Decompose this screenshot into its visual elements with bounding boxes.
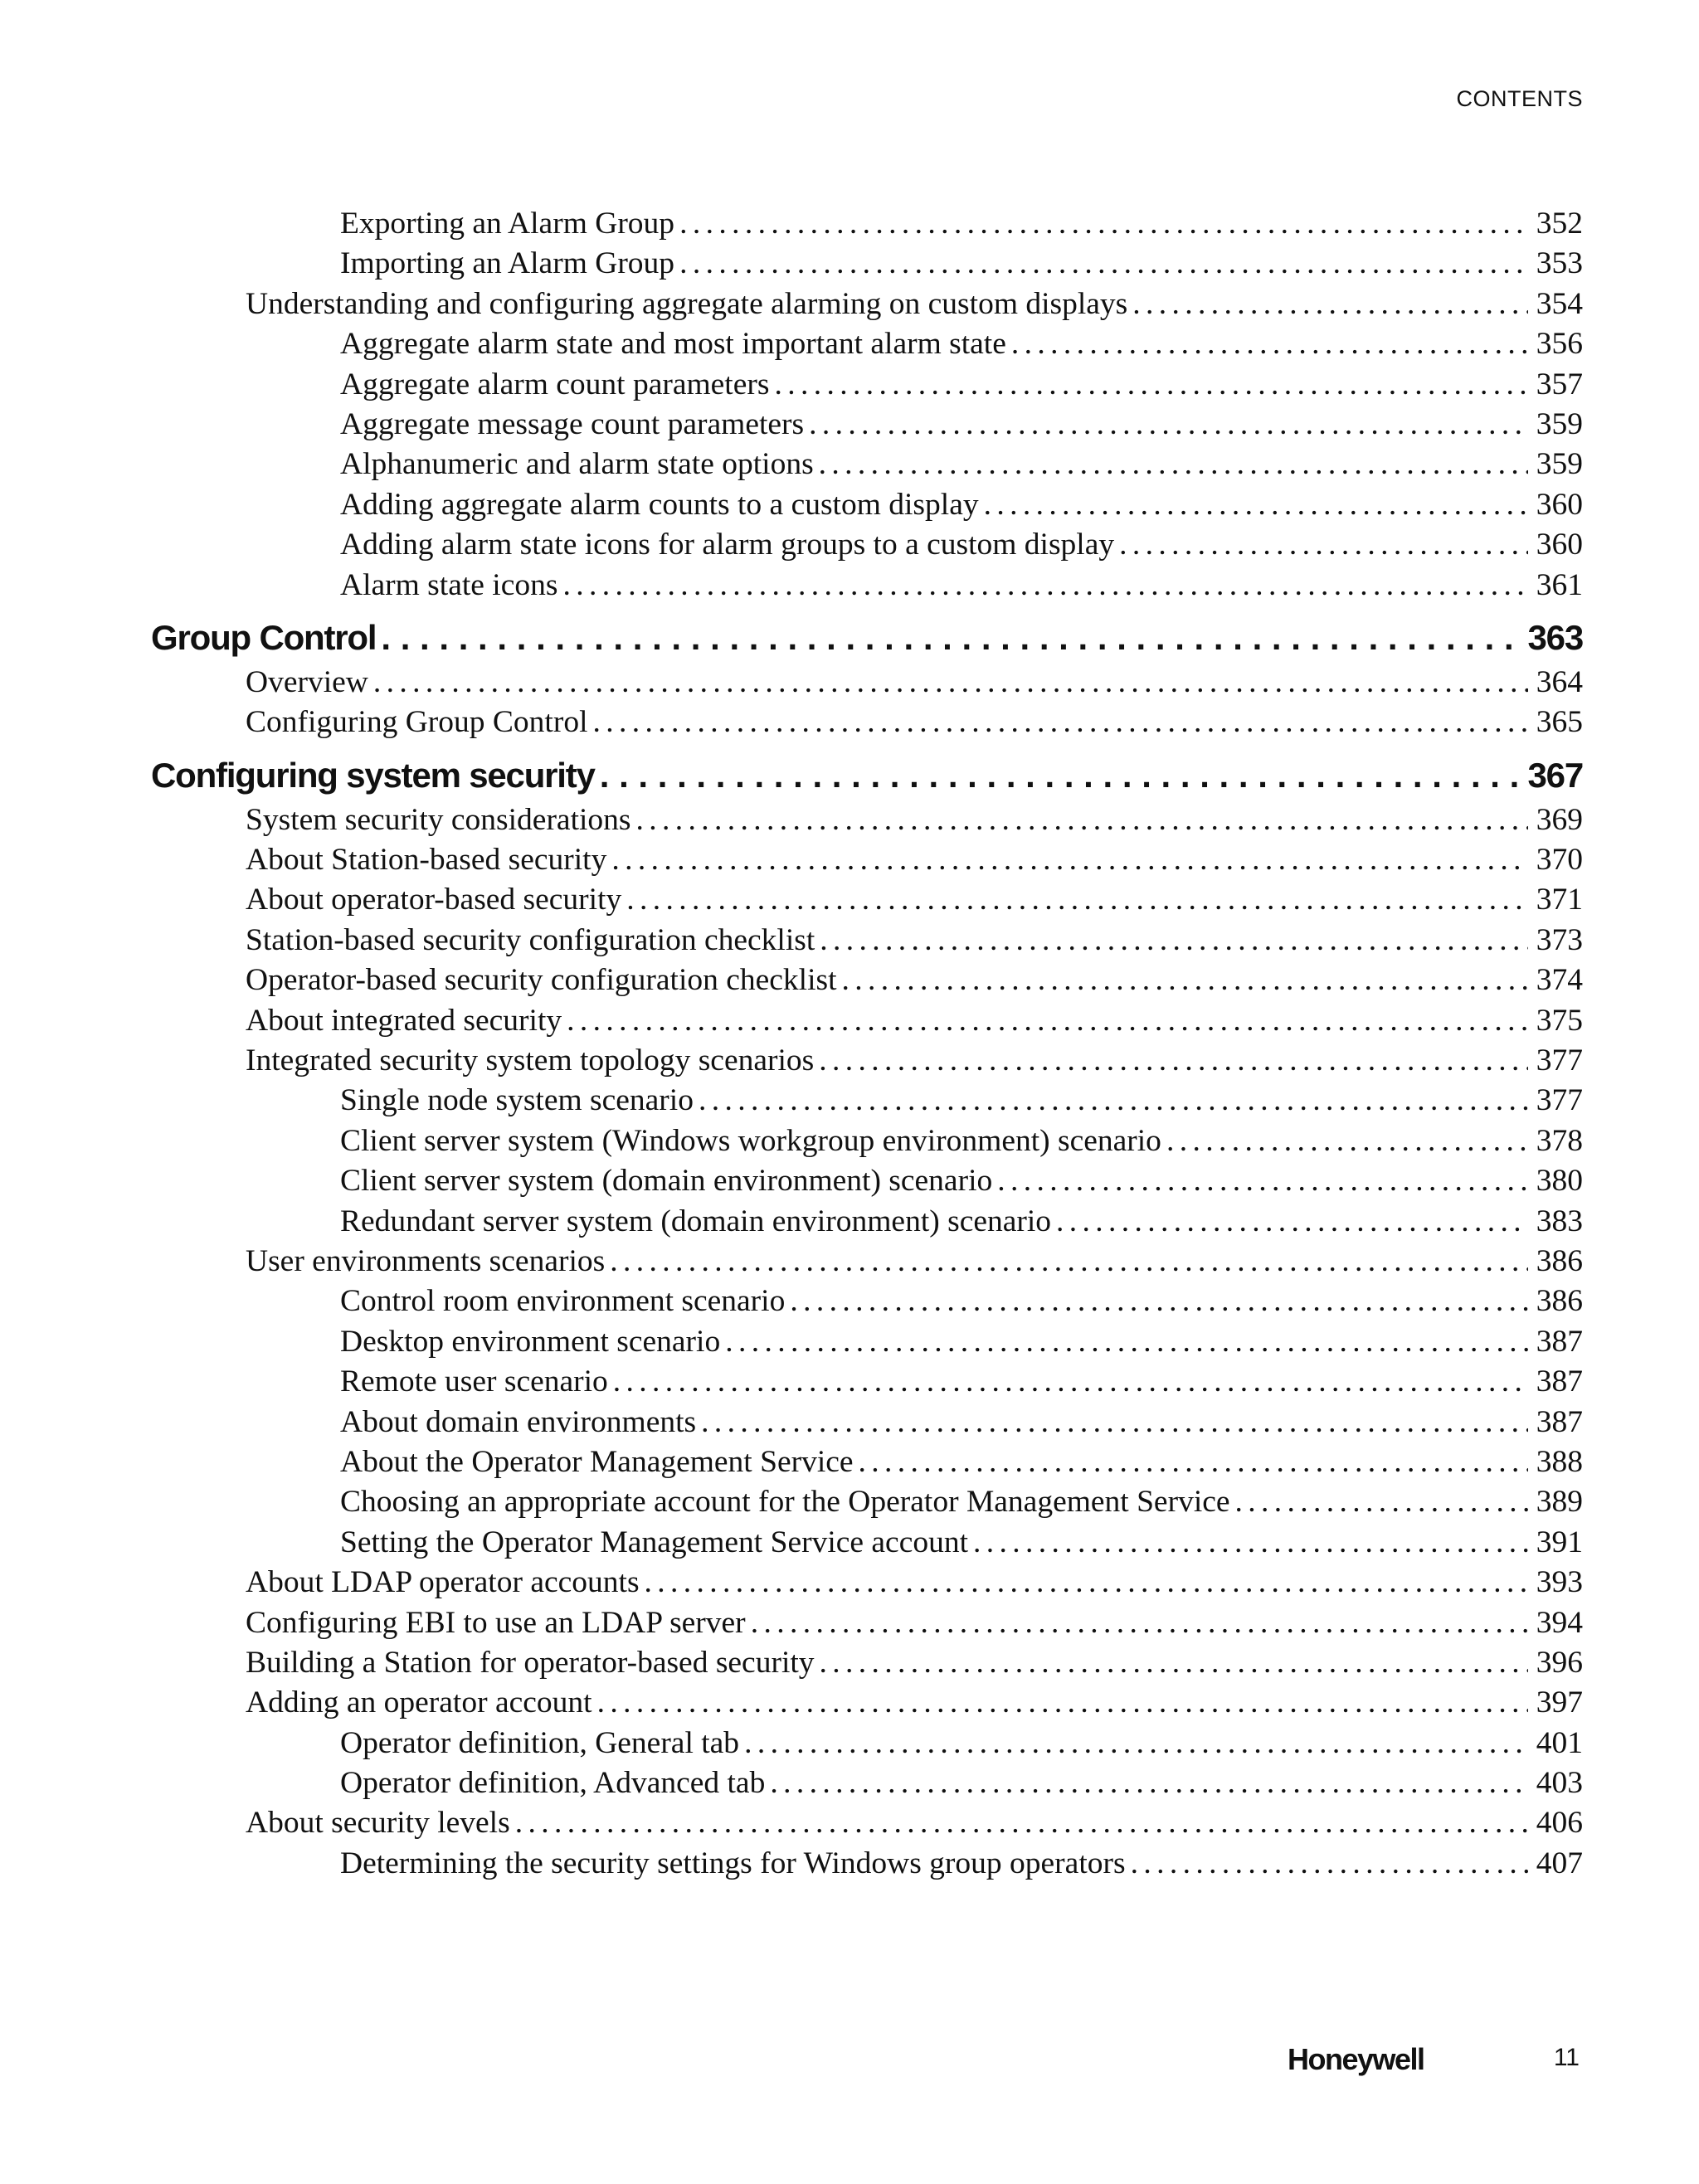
toc-entry-page: 387 <box>1536 1364 1583 1399</box>
toc-entry-title: Determining the security settings for Windows group operators <box>340 1846 1126 1880</box>
toc-entry-title: Adding an operator account <box>246 1685 592 1720</box>
toc-entry[interactable] <box>151 1362 1583 1402</box>
toc-entry-title: Integrated security system topology scenarios <box>246 1043 815 1078</box>
toc-entry-page: 389 <box>1536 1485 1583 1520</box>
toc-entry[interactable] <box>151 1763 1583 1803</box>
toc-entry-page: 386 <box>1536 1243 1583 1278</box>
toc-entry[interactable] <box>151 204 1583 244</box>
toc-entry[interactable] <box>151 1403 1583 1442</box>
toc-entry-page: 365 <box>1536 705 1583 740</box>
toc-dot-leader <box>725 1322 1528 1362</box>
toc-entry-page: 393 <box>1536 1565 1583 1600</box>
toc-entry-page: 357 <box>1536 367 1583 401</box>
toc-entry[interactable] <box>151 1322 1583 1362</box>
toc-dot-leader <box>597 1683 1528 1723</box>
toc-entry-title: About security levels <box>246 1806 510 1841</box>
toc-dot-leader <box>701 1403 1528 1442</box>
toc-entry-page: 374 <box>1536 963 1583 998</box>
toc-entry-page: 356 <box>1536 327 1583 362</box>
toc-dot-leader <box>744 1724 1528 1763</box>
toc-entry[interactable] <box>151 1563 1583 1603</box>
table-of-contents <box>151 204 1583 1884</box>
toc-entry[interactable] <box>151 525 1583 565</box>
toc-entry[interactable] <box>151 1121 1583 1161</box>
toc-entry-page: 363 <box>1527 617 1583 657</box>
toc-entry-title: Station-based security configuration checklist <box>246 922 815 957</box>
toc-entry-title: Aggregate alarm state and most important alarm state <box>340 327 1006 362</box>
toc-dot-leader <box>562 566 1527 606</box>
toc-entry[interactable] <box>151 1683 1583 1723</box>
toc-entry[interactable] <box>151 1482 1583 1522</box>
toc-dot-leader <box>373 663 1528 703</box>
toc-dot-leader <box>611 840 1527 880</box>
toc-entry[interactable] <box>151 1803 1583 1843</box>
toc-dot-leader <box>774 365 1527 405</box>
toc-dot-leader <box>809 405 1528 445</box>
toc-entry-title: Operator-based security configuration checklist <box>246 963 837 998</box>
toc-entry-page: 369 <box>1536 802 1583 837</box>
toc-dot-leader <box>1132 285 1527 324</box>
toc-entry-page: 370 <box>1536 843 1583 878</box>
toc-dot-leader <box>790 1282 1527 1321</box>
toc-entry[interactable] <box>151 566 1583 606</box>
toc-dot-leader <box>699 1081 1528 1121</box>
toc-dot-leader <box>819 445 1528 484</box>
toc-entry-page: 377 <box>1536 1043 1583 1078</box>
toc-dot-leader <box>567 1001 1528 1041</box>
toc-dot-leader <box>984 485 1528 525</box>
toc-entry-page: 387 <box>1536 1324 1583 1359</box>
toc-entry-page: 360 <box>1536 487 1583 522</box>
toc-dot-leader <box>592 703 1527 742</box>
toc-entry-title: Adding aggregate alarm counts to a custom display <box>340 487 979 522</box>
toc-entry-title: Overview <box>246 664 368 699</box>
toc-entry-title: Configuring EBI to use an LDAP server <box>246 1605 746 1640</box>
toc-entry-title: Group Control <box>151 617 377 657</box>
toc-entry-title: Understanding and configuring aggregate alarming on custom displays <box>246 286 1128 321</box>
toc-dot-leader <box>679 204 1528 244</box>
toc-dot-leader <box>820 1643 1528 1683</box>
toc-dot-leader <box>515 1803 1528 1843</box>
toc-entry-page: 352 <box>1536 207 1583 241</box>
toc-entry[interactable] <box>151 1282 1583 1321</box>
toc-entry[interactable] <box>151 1161 1583 1201</box>
toc-entry-page: 401 <box>1536 1725 1583 1760</box>
toc-entry-title: Operator definition, Advanced tab <box>340 1766 766 1801</box>
toc-entry[interactable] <box>151 1001 1583 1041</box>
toc-entry[interactable] <box>151 1041 1583 1081</box>
toc-dot-leader <box>1119 525 1528 565</box>
toc-entry[interactable] <box>151 961 1583 1000</box>
toc-entry-title: Exporting an Alarm Group <box>340 207 675 241</box>
toc-entry-title: About operator-based security <box>246 883 622 917</box>
toc-entry-title: Aggregate message count parameters <box>340 406 805 441</box>
toc-entry[interactable] <box>151 1442 1583 1482</box>
toc-entry-page: 360 <box>1536 528 1583 562</box>
toc-entry-page: 353 <box>1536 246 1583 281</box>
toc-entry-page: 406 <box>1536 1806 1583 1841</box>
toc-entry-page: 383 <box>1536 1204 1583 1238</box>
toc-entry-page: 391 <box>1536 1525 1583 1559</box>
toc-entry-page: 373 <box>1536 922 1583 957</box>
toc-entry-title: Importing an Alarm Group <box>340 246 675 281</box>
toc-dot-leader <box>842 961 1528 1000</box>
toc-entry[interactable] <box>151 485 1583 525</box>
toc-entry-title: Single node system scenario <box>340 1083 694 1118</box>
toc-entry-page: 371 <box>1536 883 1583 917</box>
toc-entry[interactable] <box>151 445 1583 484</box>
toc-dot-leader <box>1131 1844 1528 1884</box>
toc-entry-title: About integrated security <box>246 1003 562 1038</box>
toc-dot-leader <box>381 614 1519 662</box>
toc-entry[interactable] <box>151 1242 1583 1282</box>
toc-entry-title: Desktop environment scenario <box>340 1324 721 1359</box>
toc-entry[interactable] <box>151 1523 1583 1563</box>
toc-entry[interactable] <box>151 405 1583 445</box>
toc-entry-title: About domain environments <box>340 1404 697 1439</box>
toc-entry-title: About Station-based security <box>246 843 607 878</box>
toc-entry[interactable] <box>151 921 1583 961</box>
toc-entry-title: Configuring system security <box>151 755 595 795</box>
toc-dot-leader <box>1235 1482 1528 1522</box>
toc-entry[interactable] <box>151 880 1583 920</box>
toc-entry-title: Alarm state icons <box>340 567 558 602</box>
toc-entry[interactable] <box>151 1643 1583 1683</box>
toc-entry-page: 359 <box>1536 406 1583 441</box>
toc-chapter-entry[interactable] <box>151 614 1583 662</box>
toc-entry[interactable] <box>151 285 1583 324</box>
toc-entry[interactable] <box>151 1724 1583 1763</box>
toc-entry-title: Client server system (Windows workgroup environment) scenario <box>340 1123 1161 1158</box>
toc-entry[interactable] <box>151 244 1583 284</box>
toc-entry-page: 378 <box>1536 1123 1583 1158</box>
toc-entry-page: 407 <box>1536 1846 1583 1880</box>
toc-entry[interactable] <box>151 324 1583 364</box>
toc-entry-page: 396 <box>1536 1645 1583 1680</box>
toc-entry-title: Remote user scenario <box>340 1364 608 1399</box>
toc-dot-leader <box>819 1041 1528 1081</box>
toc-entry-title: About the Operator Management Service <box>340 1444 854 1479</box>
toc-chapter-entry[interactable] <box>151 752 1583 800</box>
toc-entry-title: About LDAP operator accounts <box>246 1565 640 1600</box>
toc-entry-title: Adding alarm state icons for alarm groups to a custom display <box>340 528 1115 562</box>
toc-dot-leader <box>859 1442 1528 1482</box>
toc-dot-leader <box>600 752 1520 800</box>
toc-entry-page: 361 <box>1536 567 1583 602</box>
toc-entry-page: 403 <box>1536 1766 1583 1801</box>
toc-entry[interactable] <box>151 663 1583 703</box>
toc-entry-title: Choosing an appropriate account for the Operator Management Service <box>340 1485 1230 1520</box>
toc-dot-leader <box>751 1603 1528 1643</box>
toc-entry-page: 387 <box>1536 1404 1583 1439</box>
toc-entry-page: 377 <box>1536 1083 1583 1118</box>
toc-entry-title: User environments scenarios <box>246 1243 606 1278</box>
toc-dot-leader <box>610 1242 1528 1282</box>
toc-dot-leader <box>1166 1121 1528 1161</box>
toc-entry[interactable] <box>151 1081 1583 1121</box>
toc-entry[interactable] <box>151 1202 1583 1242</box>
toc-entry-page: 354 <box>1536 286 1583 321</box>
toc-entry-page: 375 <box>1536 1003 1583 1038</box>
toc-entry-page: 359 <box>1536 447 1583 482</box>
toc-entry-title: System security considerations <box>246 802 631 837</box>
toc-entry-title: Setting the Operator Management Service account <box>340 1525 969 1559</box>
toc-entry-title: Configuring Group Control <box>246 705 588 740</box>
toc-entry-page: 386 <box>1536 1284 1583 1319</box>
toc-entry-page: 380 <box>1536 1164 1583 1199</box>
toc-entry-title: Alphanumeric and alarm state options <box>340 447 814 482</box>
toc-entry-page: 397 <box>1536 1685 1583 1720</box>
toc-entry-page: 367 <box>1527 755 1583 795</box>
toc-entry[interactable] <box>151 365 1583 405</box>
toc-entry-page: 364 <box>1536 664 1583 699</box>
toc-dot-leader <box>820 921 1527 961</box>
toc-entry-title: Control room environment scenario <box>340 1284 786 1319</box>
toc-dot-leader <box>626 880 1527 920</box>
toc-entry-page: 394 <box>1536 1605 1583 1640</box>
toc-entry-title: Client server system (domain environment) scenario <box>340 1164 993 1199</box>
toc-entry-title: Operator definition, General tab <box>340 1725 740 1760</box>
toc-dot-leader <box>613 1362 1528 1402</box>
toc-entry-title: Redundant server system (domain environment) scenario <box>340 1204 1052 1238</box>
toc-dot-leader <box>645 1563 1528 1603</box>
toc-dot-leader <box>636 800 1528 840</box>
toc-entry[interactable] <box>151 1603 1583 1643</box>
toc-entry-title: Building a Station for operator-based security <box>246 1645 815 1680</box>
toc-entry[interactable] <box>151 1844 1583 1884</box>
running-header: CONTENTS <box>1456 86 1583 111</box>
toc-dot-leader <box>679 244 1528 284</box>
honeywell-logo: Honeywell <box>1288 2042 1424 2076</box>
page-number: 11 <box>1553 2044 1580 2071</box>
toc-entry-title: Aggregate alarm count parameters <box>340 367 770 401</box>
toc-dot-leader <box>973 1523 1528 1563</box>
toc-entry-page: 388 <box>1536 1444 1583 1479</box>
toc-dot-leader <box>1011 324 1528 364</box>
toc-entry[interactable] <box>151 800 1583 840</box>
toc-dot-leader <box>997 1161 1528 1201</box>
toc-dot-leader <box>1056 1202 1528 1242</box>
toc-entry[interactable] <box>151 840 1583 880</box>
toc-dot-leader <box>770 1763 1527 1803</box>
toc-entry[interactable] <box>151 703 1583 742</box>
